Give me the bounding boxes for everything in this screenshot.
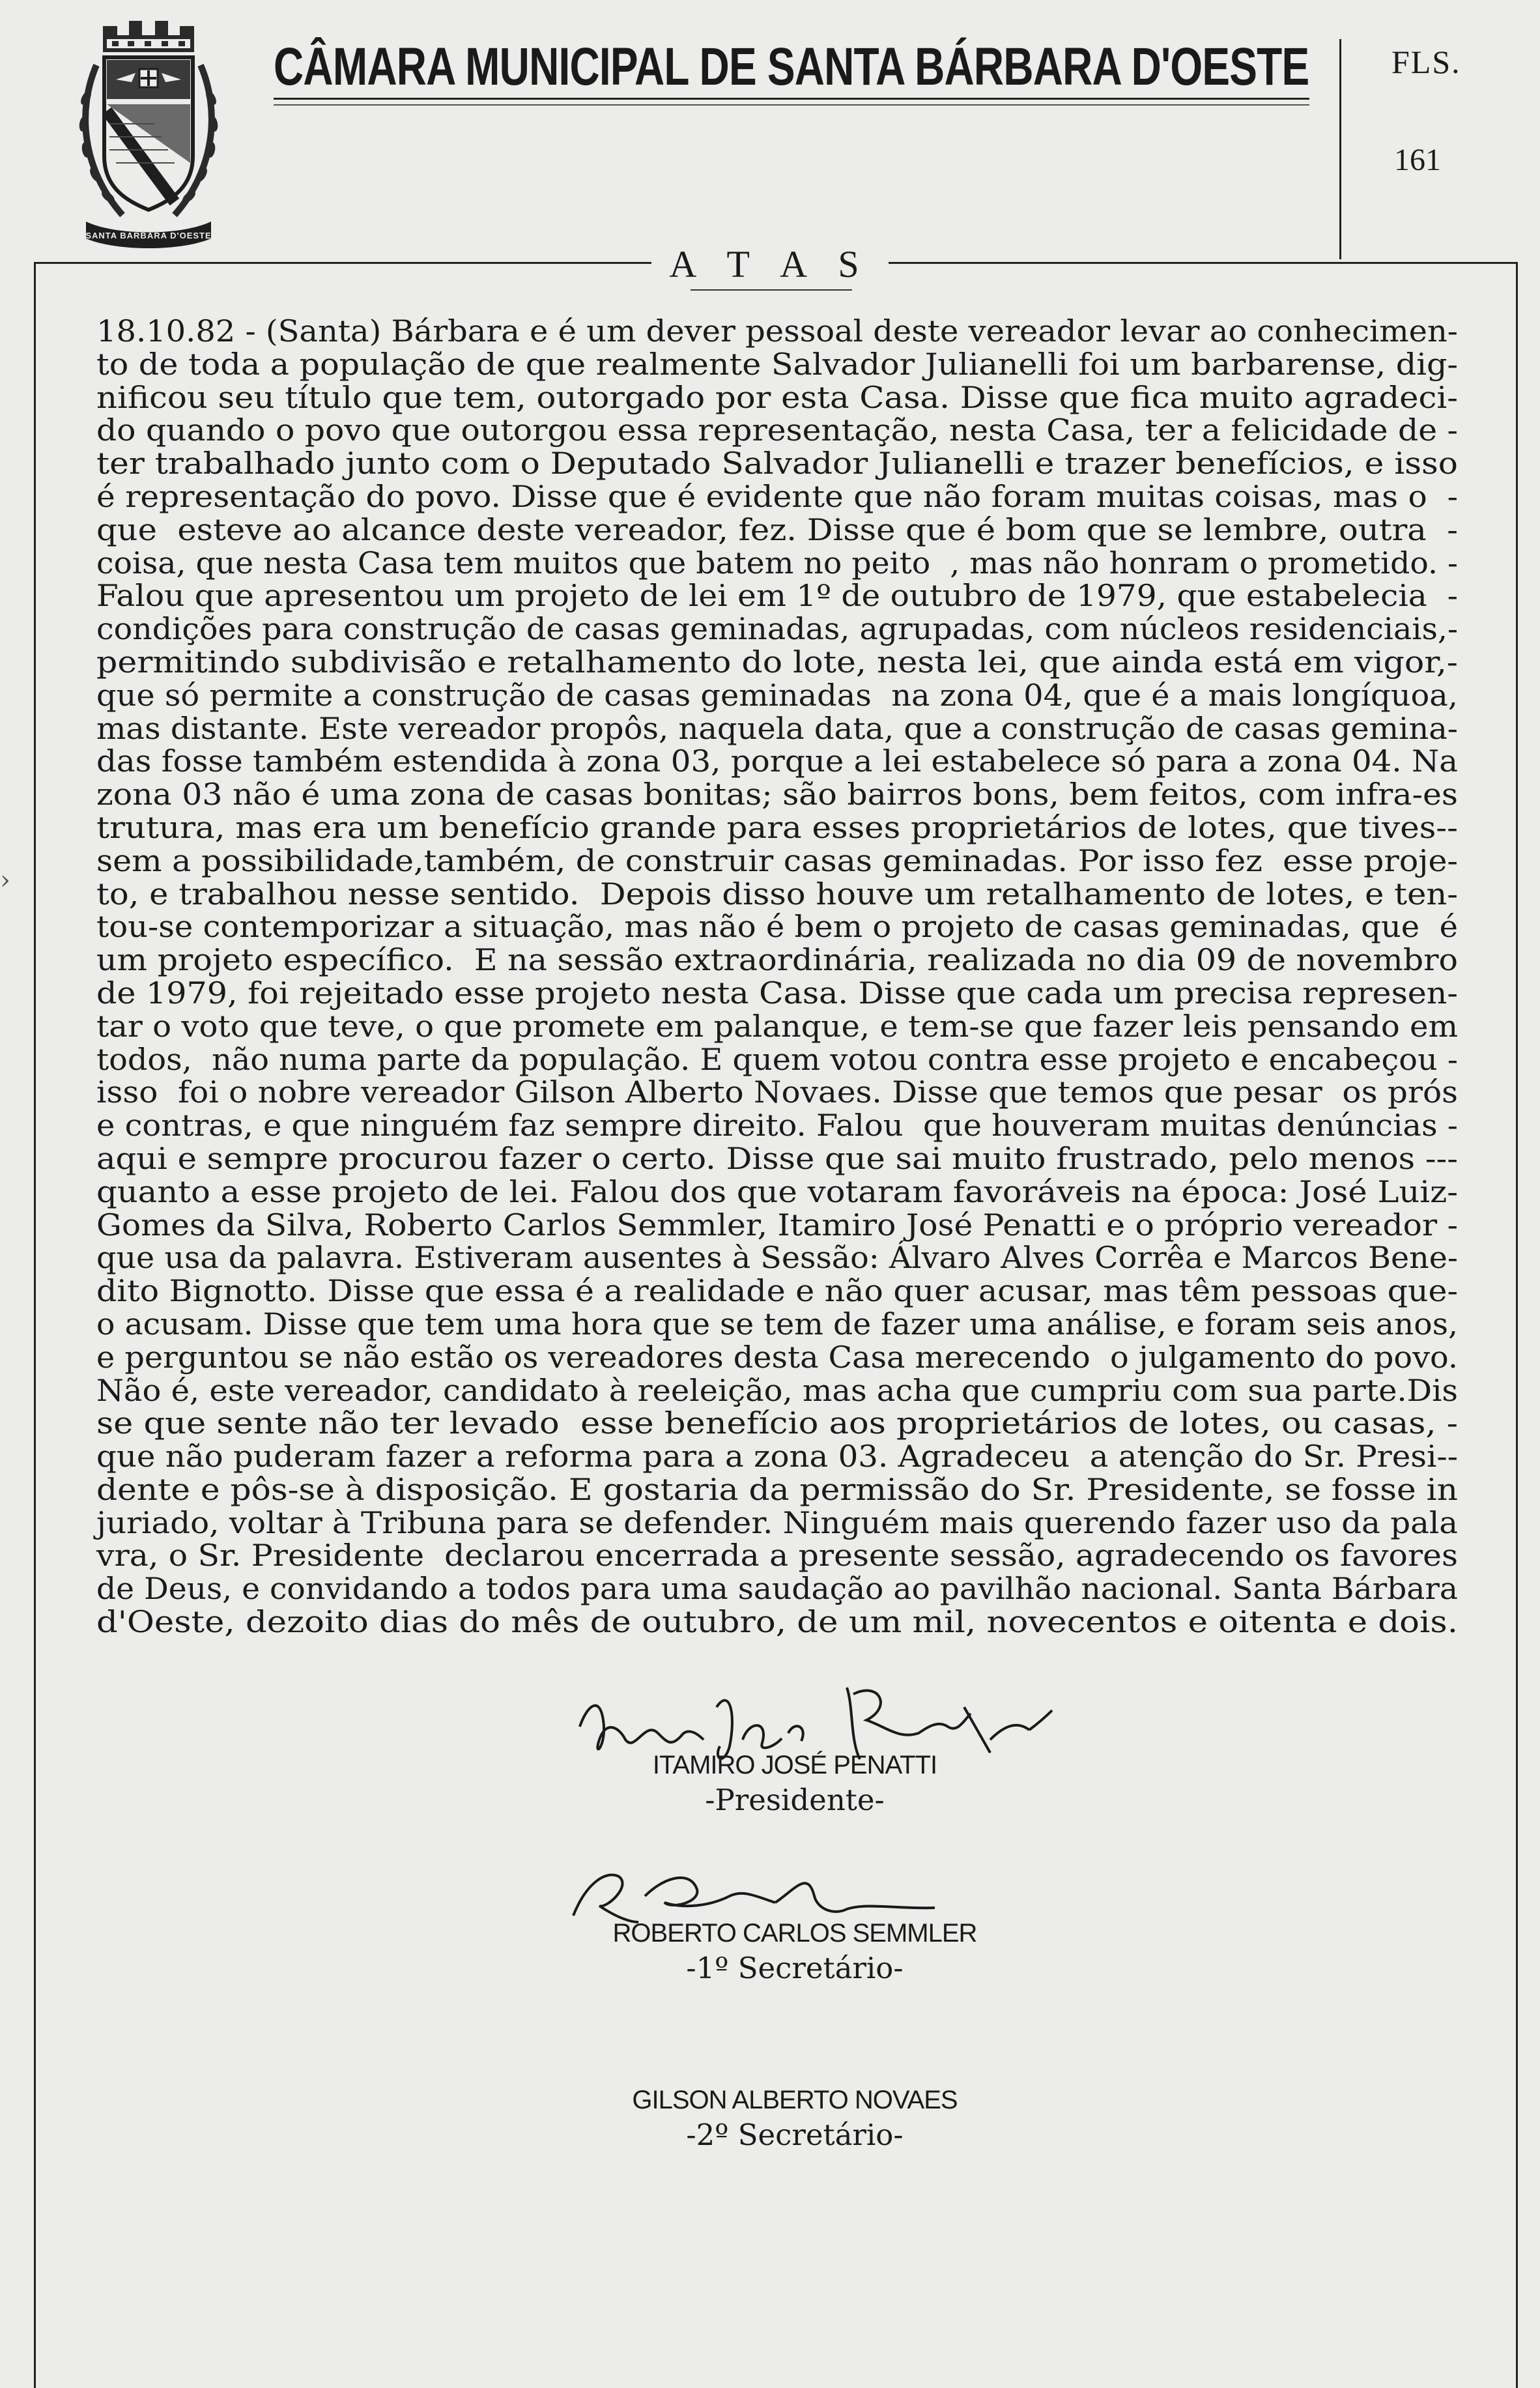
text-line	[96, 812, 1464, 845]
text-line	[96, 613, 1464, 646]
minutes-body	[96, 315, 1464, 1639]
text-line	[96, 1044, 1464, 1077]
signatory-name: ITAMIRO JOSÉ PENATTI	[652, 1751, 937, 1779]
text-line-content: e contras, e que ninguém faz sempre direito. Falou que houveram muitas denúncias -	[96, 1108, 1458, 1144]
text-line-content: vra, o Sr. Presidente declarou encerrada a presente sessão, agradecendo os favores	[96, 1538, 1458, 1574]
text-line-content: sem a possibilidade,também, de construir casas geminadas. Por isso fez esse proje-	[96, 843, 1458, 878]
text-line	[96, 1573, 1464, 1606]
signatory-role: -1º Secretário-	[686, 1951, 904, 1985]
text-line-content: o acusam. Disse que tem uma hora que se tem de fazer uma análise, e foram seis anos,	[96, 1306, 1458, 1342]
text-line	[96, 481, 1464, 514]
text-line-content: que esteve ao alcance deste vereador, fez. Disse que é bom que se lembre, outra -	[96, 512, 1458, 547]
text-line	[96, 944, 1464, 977]
signature-block-first-secretary	[456, 1916, 1134, 1986]
municipal-crest-icon	[77, 7, 220, 249]
text-line	[96, 1474, 1464, 1507]
text-line	[96, 779, 1464, 812]
text-line	[96, 1540, 1464, 1573]
text-line-content: condições para construção de casas geminadas, agrupadas, com núcleos residenciais,-	[96, 612, 1458, 647]
text-line	[96, 1076, 1464, 1110]
text-line	[96, 1011, 1464, 1044]
text-line	[96, 911, 1464, 944]
text-line	[96, 448, 1464, 481]
text-line	[96, 1143, 1464, 1176]
text-line-content: nificou seu título que tem, outorgado por esta Casa. Disse que fica muito agradeci-	[96, 380, 1458, 415]
text-line	[96, 547, 1464, 581]
text-line	[96, 1606, 1464, 1639]
text-line-content: zona 03 não é uma zona de casas bonitas; são bairros bons, bem feitos, com infra-es	[96, 777, 1458, 813]
text-line	[96, 1407, 1464, 1441]
text-line-content: que só permite a construção de casas geminadas na zona 04, que é a mais longíquoa,	[96, 678, 1458, 713]
page-number: 161	[1394, 143, 1441, 177]
text-line-content: juriado, voltar à Tribuna para se defender. Ninguém mais querendo fazer uso da pala	[96, 1505, 1458, 1540]
text-line-content: se que sente não ter levado esse benefício aos proprietários de lotes, ou casas, -	[96, 1406, 1458, 1441]
text-line-content: é representação do povo. Disse que é evidente que não foram muitas coisas, mas o -	[96, 479, 1458, 514]
text-line	[96, 382, 1464, 415]
text-line	[96, 1342, 1464, 1375]
text-line-content: to de toda a população de que realmente Salvador Julianelli foi um barbarense, dig-	[96, 347, 1458, 382]
text-line	[96, 1375, 1464, 1408]
text-line-content: de Deus, e convidando a todos para uma saudação ao pavilhão nacional. Santa Bárbara	[96, 1572, 1458, 1607]
text-line-content: todos, não numa parte da população. E quem votou contra esse projeto e encabeçou -	[96, 1042, 1458, 1077]
signatory-name: GILSON ALBERTO NOVAES	[632, 2086, 958, 2114]
text-line-content: aqui e sempre procurou fazer o certo. Disse que sai muito frustrado, pelo menos ---	[96, 1141, 1458, 1176]
text-line	[96, 878, 1464, 912]
text-line-content: Gomes da Silva, Roberto Carlos Semmler, Itamiro José Penatti e o próprio vereador -	[96, 1207, 1458, 1243]
text-line-content: das fosse também estendida à zona 03, porque a lei estabelece só para a zona 04. Na	[96, 744, 1458, 779]
text-line-content: de 1979, foi rejeitado esse projeto nesta Casa. Disse que cada um precisa represen-	[96, 975, 1458, 1011]
text-line	[96, 1242, 1464, 1275]
header-divider	[1339, 39, 1341, 259]
text-line-content: do quando o povo que outorgou essa representação, nesta Casa, ter a felicidade de -	[96, 413, 1458, 448]
text-line-content: Falou que apresentou um projeto de lei em 1º de outubro de 1979, que estabelecia -	[96, 579, 1458, 614]
text-line-content: e perguntou se não estão os vereadores desta Casa merecendo o julgamento do povo.	[96, 1340, 1458, 1375]
text-line	[96, 514, 1464, 547]
text-line	[96, 1441, 1464, 1474]
section-title-underline	[691, 289, 852, 291]
text-line	[96, 580, 1464, 613]
text-line	[96, 646, 1464, 680]
text-line	[96, 1308, 1464, 1342]
fls-label: FLS.	[1391, 44, 1461, 80]
text-line	[96, 1507, 1464, 1540]
header-rule	[274, 98, 1309, 100]
text-line	[96, 680, 1464, 713]
signatory-role: -2º Secretário-	[686, 2118, 904, 2152]
text-line	[96, 349, 1464, 382]
text-line	[96, 1209, 1464, 1243]
text-line-content: dito Bignotto. Disse que essa é a realidade e não quer acusar, mas têm pessoas que-	[96, 1274, 1458, 1309]
text-line-content: dente e pôs-se à disposição. E gostaria da permissão do Sr. Presidente, se fosse in	[96, 1472, 1458, 1507]
text-line-content: isso foi o nobre vereador Gilson Alberto Novaes. Disse que temos que pesar os prós	[96, 1075, 1458, 1110]
text-line	[96, 745, 1464, 779]
text-line	[96, 1275, 1464, 1308]
section-title: A T A S	[651, 242, 889, 286]
text-line	[96, 977, 1464, 1011]
text-line-content: tou-se contemporizar a situação, mas não é bem o projeto de casas geminadas, que é	[96, 910, 1458, 945]
text-line	[96, 1110, 1464, 1143]
signatory-name: ROBERTO CARLOS SEMMLER	[612, 1919, 977, 1948]
signature-block-president	[456, 1748, 1134, 1818]
text-line-content: Não é, este vereador, candidato à reeleição, mas acha que cumpriu com sua parte.Dis	[96, 1373, 1458, 1408]
text-line	[96, 713, 1464, 746]
text-line-content: que usa da palavra. Estiveram ausentes à Sessão: Álvaro Alves Corrêa e Marcos Bene-	[96, 1241, 1458, 1276]
signature-block-second-secretary	[456, 2082, 1134, 2153]
margin-mark: ›	[0, 865, 10, 895]
signatory-role: -Presidente-	[705, 1783, 885, 1817]
text-line-content: um projeto específico. E na sessão extraordinária, realizada no dia 09 de novembro	[96, 943, 1458, 978]
text-line-content: 18.10.82 - (Santa) Bárbara e é um dever pessoal deste vereador levar ao conhecimen-	[96, 314, 1458, 349]
text-line-content: to, e trabalhou nesse sentido. Depois disso houve um retalhamento de lotes, e ten-	[96, 876, 1458, 912]
header-rule-thin	[274, 104, 1309, 106]
text-line-content: trutura, mas era um benefício grande para esses proprietários de lotes, que tives--	[96, 810, 1458, 845]
text-line-content: d'Oeste, dezoito dias do mês de outubro, de um mil, novecentos e oitenta e dois.	[96, 1605, 1458, 1640]
text-line-content: coisa, que nesta Casa tem muitos que batem no peito , mas não honram o prometido. -	[96, 545, 1458, 581]
page-title: CÂMARA MUNICIPAL DE SANTA BÁRBARA D'OESTE	[274, 37, 1309, 96]
text-line	[96, 315, 1464, 349]
text-line	[96, 1176, 1464, 1209]
text-line-content: ter trabalhado junto com o Deputado Salvador Julianelli e trazer benefícios, e isso	[96, 446, 1458, 482]
text-line-content: mas distante. Este vereador propôs, naquela data, que a construção de casas gemina-	[96, 711, 1458, 746]
text-line-content: quanto a esse projeto de lei. Falou dos que votaram favoráveis na época: José Luiz-	[96, 1174, 1458, 1209]
text-line	[96, 414, 1464, 448]
crest-motto: SANTA BARBARA D'OESTE	[85, 231, 212, 240]
text-line-content: que não puderam fazer a reforma para a zona 03. Agradeceu a atenção do Sr. Presi--	[96, 1439, 1458, 1475]
text-line-content: tar o voto que teve, o que promete em palanque, e tem-se que fazer leis pensando em	[96, 1009, 1458, 1044]
text-line-content: permitindo subdivisão e retalhamento do lote, nesta lei, que ainda está em vigor,-	[96, 644, 1458, 680]
text-line	[96, 845, 1464, 878]
